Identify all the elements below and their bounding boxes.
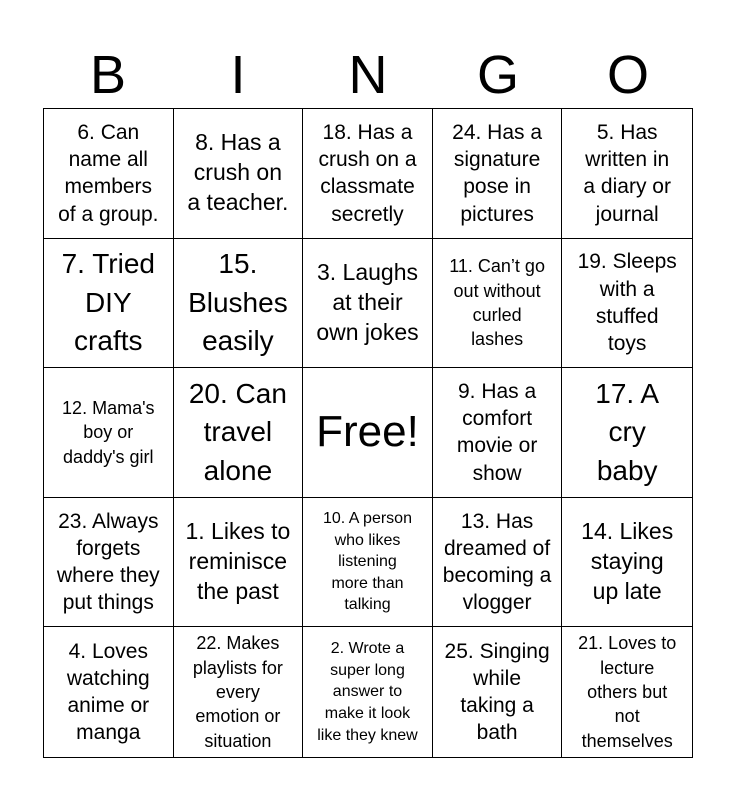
bingo-cell[interactable]: 3. Laughs at their own jokes <box>303 239 433 369</box>
bingo-header <box>43 42 693 108</box>
bingo-cell[interactable]: 9. Has a comfort movie or show <box>433 368 563 498</box>
header-letter-n: N <box>348 45 388 105</box>
bingo-card-grid <box>43 108 693 758</box>
bingo-cell[interactable]: 14. Likes staying up late <box>562 498 692 628</box>
free-space-cell[interactable]: Free! <box>303 368 433 498</box>
bingo-cell[interactable]: 22. Makes playlists for every emotion or situation <box>174 627 304 757</box>
bingo-cell[interactable]: 20. Can travel alone <box>174 368 304 498</box>
bingo-cell[interactable]: 21. Loves to lecture others but not themselves <box>578 633 677 751</box>
bingo-cell[interactable]: 15. Blushes easily <box>174 239 304 369</box>
bingo-cell[interactable]: 18. Has a crush on a classmate secretly <box>303 109 433 239</box>
header-letter-i: I <box>230 45 246 105</box>
header-letter-b: B <box>89 45 127 105</box>
bingo-cell[interactable]: 10. A person who likes listening more than talking <box>303 498 433 628</box>
bingo-cell[interactable]: 23. Always forgets where they put things <box>44 498 174 628</box>
bingo-cell[interactable]: 5. Has written in a diary or journal <box>562 109 692 239</box>
bingo-cell[interactable]: 4. Loves watching anime or manga <box>44 627 174 757</box>
bingo-cell[interactable]: 25. Singing while taking a bath <box>433 627 563 757</box>
bingo-cell[interactable]: 8. Has a crush on a teacher. <box>174 109 304 239</box>
bingo-cell[interactable]: 7. Tried DIY crafts <box>44 239 174 369</box>
header-letter-g: G <box>476 45 519 105</box>
header-letter-o: O <box>606 45 649 105</box>
bingo-cell[interactable]: 12. Mama's boy or daddy's girl <box>44 368 174 498</box>
bingo-cell[interactable]: 1. Likes to reminisce the past <box>174 498 304 628</box>
bingo-cell[interactable]: 11. Can’t go out without curled lashes <box>433 239 563 369</box>
bingo-cell[interactable]: 13. Has dreamed of becoming a vlogger <box>433 498 563 628</box>
bingo-cell[interactable]: 24. Has a signature pose in pictures <box>433 109 563 239</box>
bingo-cell[interactable]: 17. A cry baby <box>562 368 692 498</box>
bingo-cell[interactable]: 2. Wrote a super long answer to make it look like they knew <box>303 627 433 757</box>
bingo-cell[interactable]: 6. Can name all members of a group. <box>44 109 174 239</box>
bingo-cell[interactable]: 19. Sleeps with a stuffed toys <box>562 239 692 369</box>
